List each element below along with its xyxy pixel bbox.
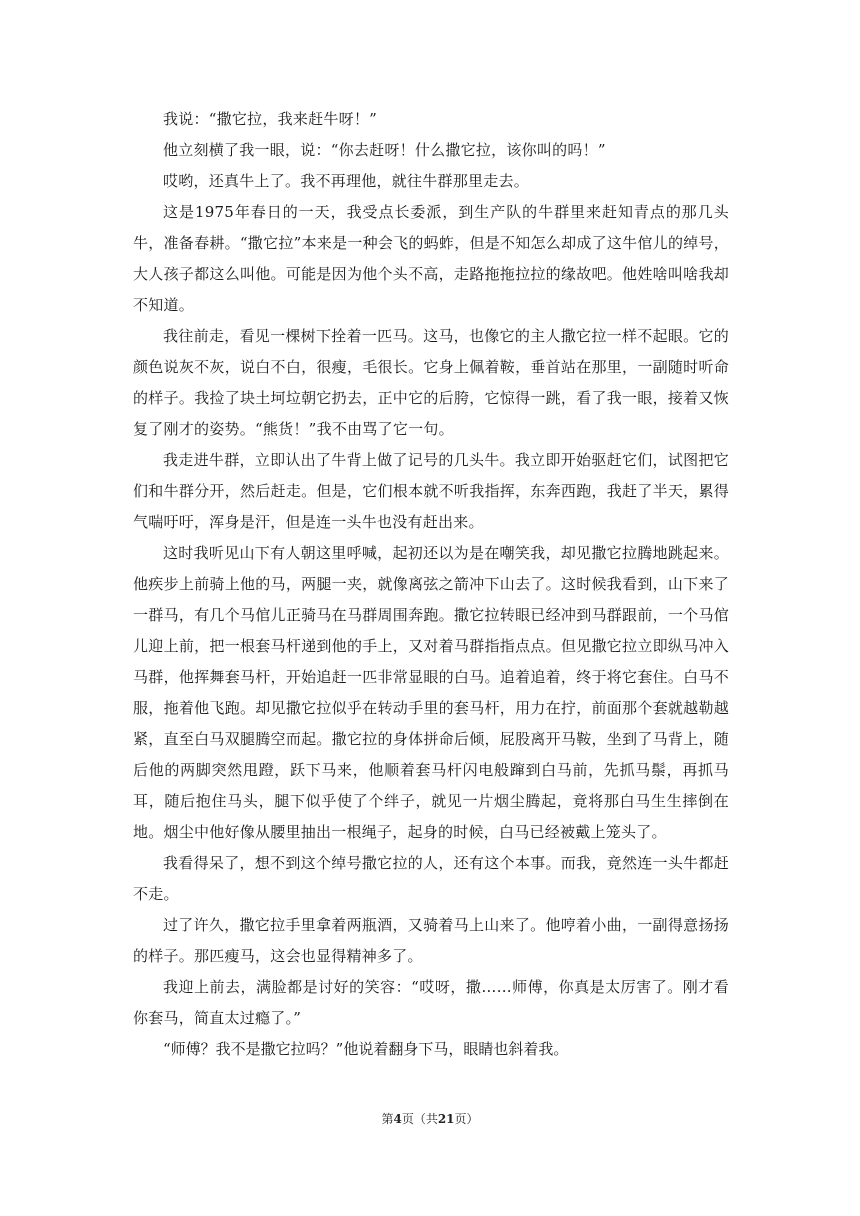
paragraph: 我看得呆了，想不到这个绰号撒它拉的人，还有这个本事。而我，竟然连一头牛都赶不走。 — [133, 854, 729, 903]
footer-suffix: 页） — [454, 1112, 479, 1126]
footer-total-pages: 21 — [437, 1112, 455, 1126]
paragraph: 我说：“撒它拉，我来赶牛呀！” — [163, 110, 378, 128]
paragraph: 我走进牛群，立即认出了牛背上做了记号的几头牛。我立即开始驱赶它们，试图把它们和牛群分开，然后赶走。但是，它们根本就不听我指挥，东奔西跑，我赶了半天，累得气喘吁吁，浑身是汗，但是连一头牛也没有赶出来。 — [133, 451, 729, 531]
paragraph: “师傅？我不是撒它拉吗？”他说着翻身下马，眼睛也斜着我。 — [163, 1040, 569, 1058]
footer-prefix: 第 — [381, 1112, 394, 1126]
paragraph: 他立刻横了我一眼，说：“你去赶呀！什么撒它拉，该你叫的吗！” — [163, 141, 606, 159]
footer-page-number: 4 — [393, 1112, 402, 1126]
paragraph: 我往前走，看见一棵树下拴着一匹马。这马，也像它的主人撒它拉一样不起眼。它的颜色说灰不灰，说白不白，很瘦，毛很长。它身上佩着鞍，垂首站在那里，一副随时听命的样子。我捡了块土坷垃朝它扔去，正中它的后胯，它惊得一跳，看了我一眼，接着又恢复了刚才的姿势。“熊货！”我不由骂了它一句。 — [133, 327, 729, 438]
paragraph: 这是1975年春日的一天，我受点长委派，到生产队的牛群里来赶知青点的那几头牛，准备春耕。“撒它拉”本来是一种会飞的蚂蚱，但是不知怎么却成了这牛倌儿的绰号，大人孩子都这么叫他。可能是因为他个头不高，走路拖拖拉拉的缘故吧。他姓啥叫啥我却不知道。 — [133, 203, 729, 314]
footer-mid: 页（共 — [401, 1112, 438, 1126]
paragraph: 过了许久，撒它拉手里拿着两瓶酒，又骑着马上山来了。他哼着小曲，一副得意扬扬的样子。那匹瘦马，这会也显得精神多了。 — [133, 916, 729, 965]
document-body — [133, 104, 729, 1065]
paragraph: 哎哟，还真牛上了。我不再理他，就往牛群那里走去。 — [163, 172, 530, 190]
paragraph: 这时我听见山下有人朝这里呼喊，起初还以为是在嘲笑我，却见撒它拉腾地跳起来。他疾步上前骑上他的马，两腿一夹，就像离弦之箭冲下山去了。这时候我看到，山下来了一群马，有几个马倌儿正骑马在马群周围奔跑。撒它拉转眼已经冲到马群跟前，一个马倌儿迎上前，把一根套马杆递到他的手上，又对着马群指指点点。但见撒它拉立即纵马冲入马群，他挥舞套马杆，开始追赶一匹非常显眼的白马。追着追着，终于将它套住。白马不服，拖着他飞跑。却见撒它拉似乎在转动手里的套马杆，用力在拧，前面那个套就越勒越紧，直至白马双腿腾空而起。撒它拉的身体拼命后倾，屁股离开马鞍，坐到了马背上，随后他的两脚突然甩蹬，跃下马来，他顺着套马杆闪电般蹿到白马前，先抓马鬃，再抓马耳，随后抱住马头，腿下似乎使了个绊子，就见一片烟尘腾起，竟将那白马生生摔倒在地。烟尘中他好像从腰里抽出一根绳子，起身的时候，白马已经被戴上笼头了。 — [133, 544, 729, 841]
page-footer — [0, 1110, 860, 1128]
paragraph: 我迎上前去，满脸都是讨好的笑容：“哎呀，撒……师傅，你真是太厉害了。刚才看你套马，简直太过瘾了。” — [133, 978, 729, 1027]
